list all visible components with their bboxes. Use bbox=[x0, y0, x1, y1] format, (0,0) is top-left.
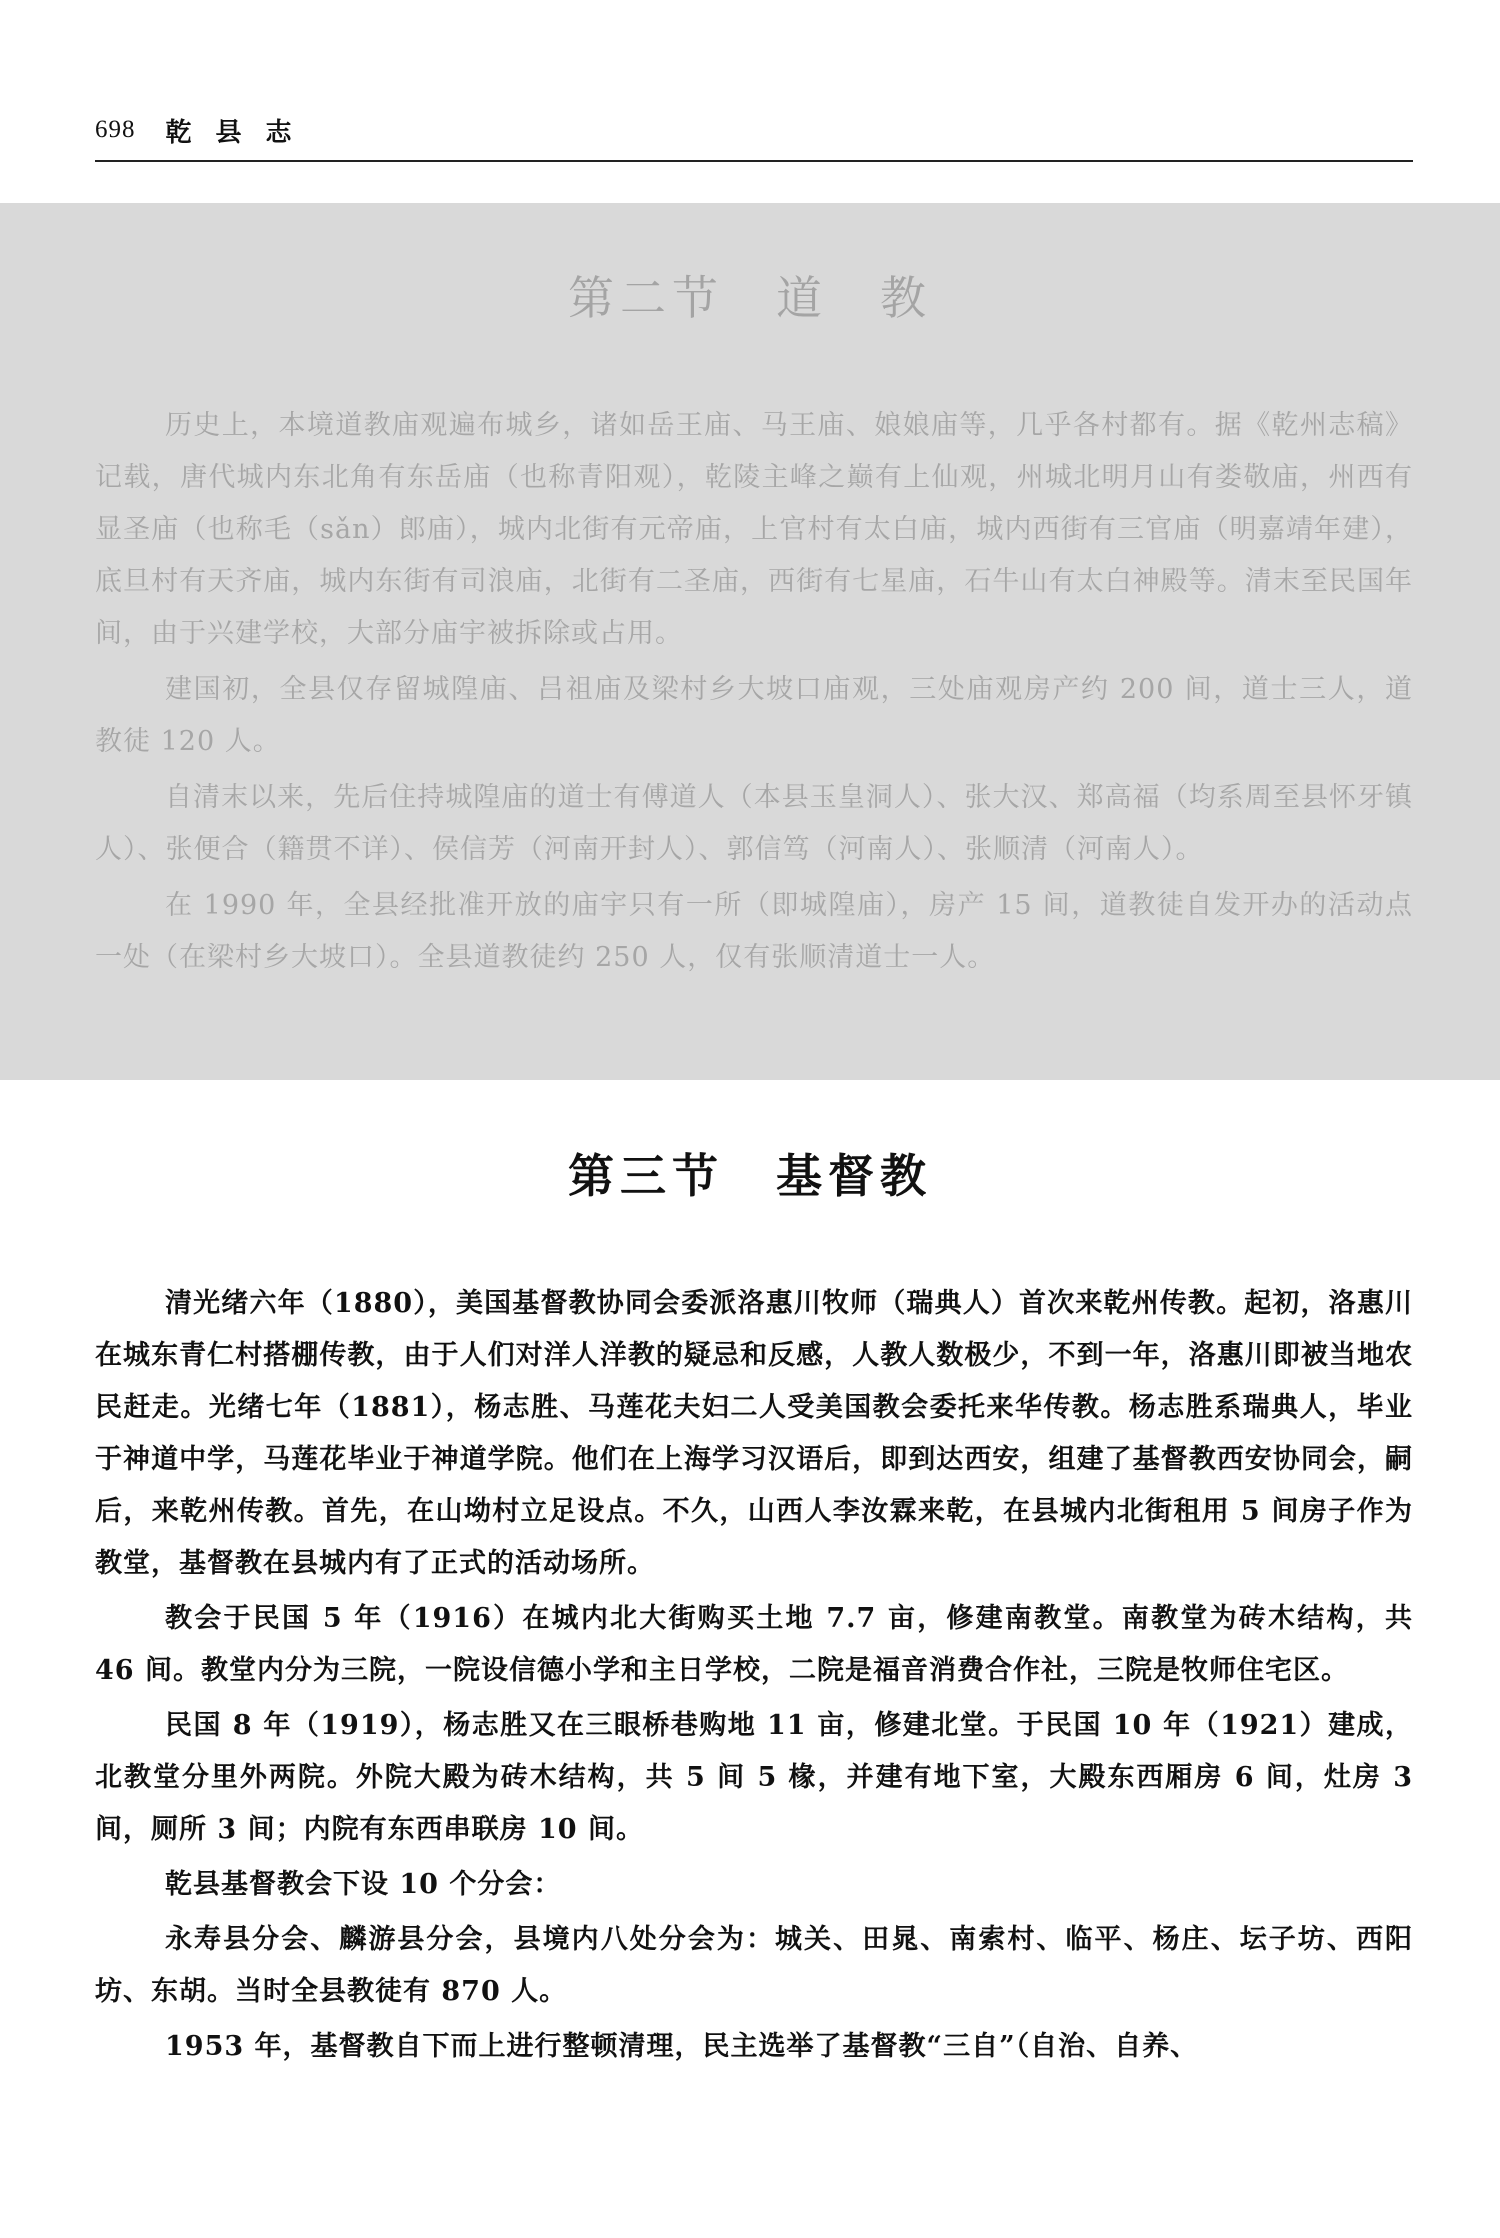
section-daoism-body bbox=[95, 400, 1413, 988]
section-title-christianity: 第三节 基督教 bbox=[568, 1149, 932, 1203]
paragraph: 自清末以来，先后住持城隍庙的道士有傅道人（本县玉皇洞人）、张大汉、郑高福（均系周至县怀牙镇人）、张便合（籍贯不详）、侯信芳（河南开封人）、郭信笃（河南人）、张顺清（河南人）。 bbox=[95, 782, 1413, 865]
paragraph: 历史上，本境道教庙观遍布城乡，诸如岳王庙、马王庙、娘娘庙等，几乎各村都有。据《乾州志稿》记载，唐代城内东北角有东岳庙（也称青阳观），乾陵主峰之巅有上仙观，州城北明月山有娄敬庙，州西有显圣庙（也称毛（sǎn）郎庙），城内北街有元帝庙，上官村有太白庙，城内西街有三官庙（明嘉靖年建），底旦村有天齐庙，城内东街有司浪庙，北街有二圣庙，西街有七星庙，石牛山有太白神殿等。清末至民国年间，由于兴建学校，大部分庙宇被拆除或占用。 bbox=[95, 410, 1413, 649]
paragraph: 乾县基督教会下设 10 个分会： bbox=[165, 1869, 562, 1900]
section-title-daoism: 第二节 道 教 bbox=[568, 271, 932, 325]
paragraph: 1953 年，基督教自下而上进行整顿清理，民主选举了基督教“三自”（自治、自养、 bbox=[165, 2031, 1199, 2062]
paragraph: 民国 8 年（1919），杨志胜又在三眼桥巷购地 11 亩，修建北堂。于民国 10 年（1921）建成，北教堂分里外两院。外院大殿为砖木结构，共 5 间 5 椽，并建有地下室，大殿东西厢房 6 间，灶房 3 间，厕所 3 间；内院有东西串联房 10 间。 bbox=[95, 1710, 1413, 1845]
header-rule bbox=[95, 160, 1413, 162]
paragraph: 永寿县分会、麟游县分会，县境内八处分会为：城关、田晁、南索村、临平、杨庄、坛子坊、西阳坊、东胡。当时全县教徒有 870 人。 bbox=[95, 1924, 1413, 2007]
paragraph: 教会于民国 5 年（1916）在城内北大街购买土地 7.7 亩，修建南教堂。南教堂为砖木结构，共 46 间。教堂内分为三院，一院设信德小学和主日学校，二院是福音消费合作社，三院是牧师住宅区。 bbox=[95, 1603, 1413, 1686]
paragraph: 在 1990 年，全县经批准开放的庙宇只有一所（即城隍庙），房产 15 间，道教徒自发开办的活动点一处（在梁村乡大坡口）。全县道教徒约 250 人，仅有张顺清道士一人。 bbox=[95, 890, 1413, 973]
book-title: 乾县志 bbox=[165, 117, 316, 148]
paragraph: 清光绪六年（1880），美国基督教协同会委派洛惠川牧师（瑞典人）首次来乾州传教。起初，洛惠川在城东青仁村搭棚传教，由于人们对洋人洋教的疑忌和反感，人教人数极少，不到一年，洛惠川即被当地农民赶走。光绪七年（1881），杨志胜、马莲花夫妇二人受美国教会委托来华传教。杨志胜系瑞典人，毕业于神道中学，马莲花毕业于神道学院。他们在上海学习汉语后，即到达西安，组建了基督教西安协同会，嗣后，来乾州传教。首先，在山坳村立足设点。不久，山西人李汝霖来乾，在县城内北街租用 5 间房子作为教堂，基督教在县城内有了正式的活动场所。 bbox=[95, 1288, 1413, 1579]
paragraph: 建国初，全县仅存留城隍庙、吕祖庙及梁村乡大坡口庙观，三处庙观房产约 200 间，道士三人，道教徒 120 人。 bbox=[95, 674, 1413, 757]
section-christianity-body bbox=[95, 1278, 1413, 2076]
running-header bbox=[95, 110, 316, 150]
page-number: 698 bbox=[95, 116, 136, 143]
